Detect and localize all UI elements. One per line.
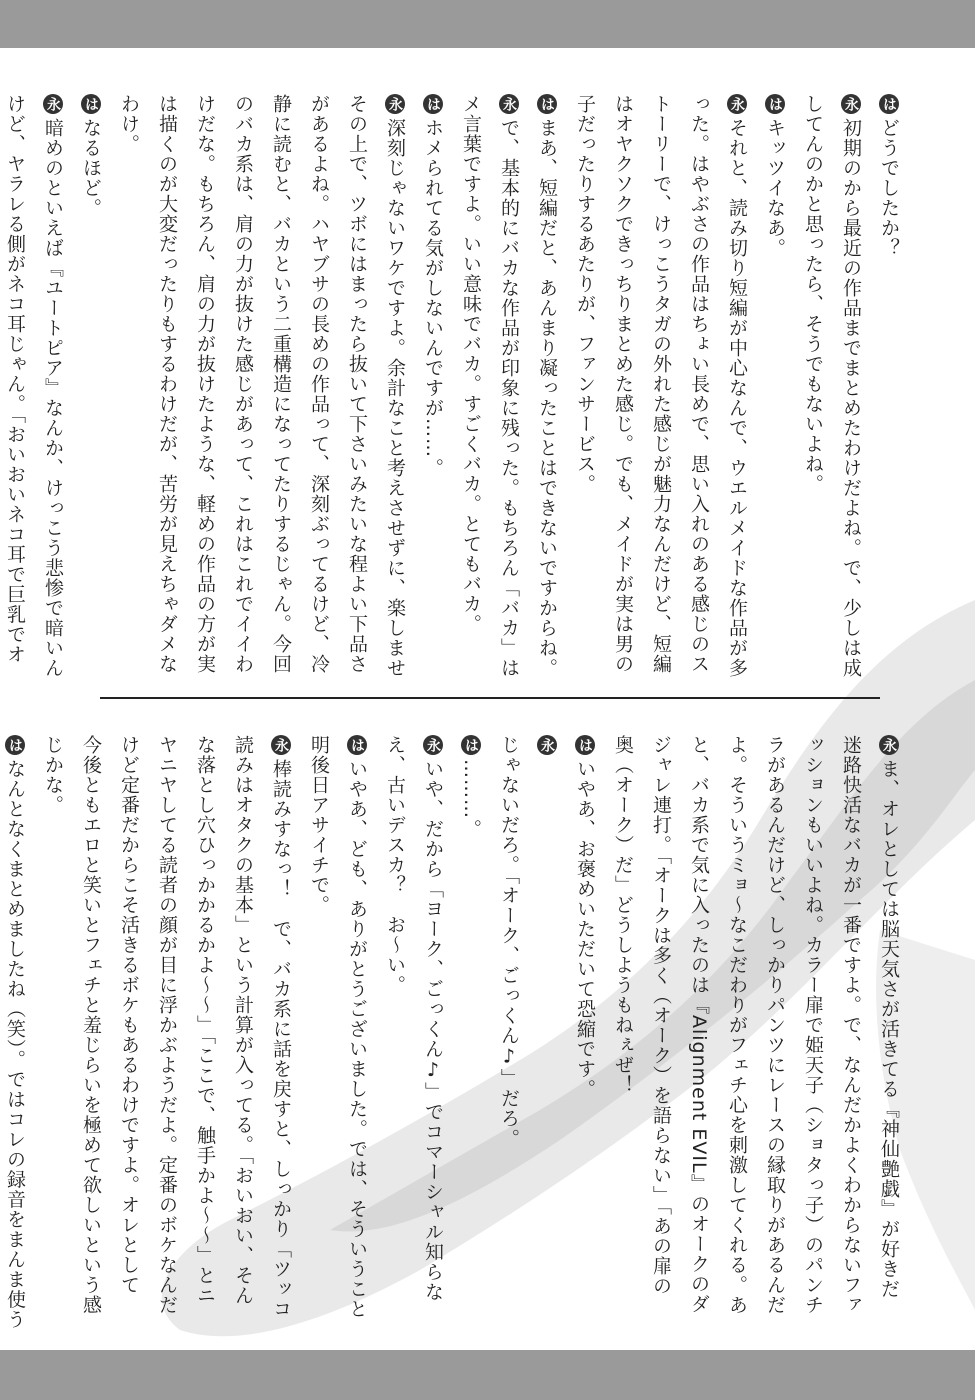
dialogue-line — [151, 94, 183, 679]
dialogue-text: なんとなくまとめましたね（笑）。ではコレの録音をまんま使う — [4, 759, 26, 1330]
speaker-mark: 永 — [841, 94, 861, 114]
dialogue-text: いやあ、お褒めいただいて恐縮です。 — [574, 759, 596, 1099]
dialogue-line — [721, 94, 753, 679]
dialogue-line — [797, 94, 829, 679]
dialogue-line — [113, 735, 145, 1330]
dialogue-text: 奥（オーク）だ」どうしようもねぇぜ！ — [612, 735, 634, 1095]
dialogue-text: 静に読むと、バカという二重構造になってたりするじゃん。今回 — [270, 94, 292, 674]
dialogue-text: ホメられてる気がしないんですが……。 — [422, 118, 444, 478]
dialogue-line — [303, 735, 335, 1330]
dialogue-text: 子だったりするあたりが、ファンサービス。 — [574, 94, 596, 494]
dialogue-line — [151, 735, 183, 1330]
dialogue-text: メ言葉ですよ。いい意味でバカ。すごくバカ。とてもバカ。 — [460, 94, 482, 634]
dialogue-line — [683, 94, 715, 679]
dialogue-text: なるほど。 — [80, 118, 102, 218]
speaker-mark: は — [765, 94, 785, 114]
dialogue-text: 棒読みすなっ！ で、バカ系に話を戻すと、しっかり「ツッコ — [270, 759, 292, 1319]
dialogue-line — [493, 735, 525, 1330]
dialogue-line — [0, 94, 31, 679]
dialogue-text: それと、読み切り短編が中心なんで、ウエルメイドな作品が多 — [726, 118, 748, 678]
speaker-mark: 永 — [537, 735, 557, 755]
dialogue-text: のバカ系は、肩の力が抜けた感じがあって、これはこれでイイわ — [232, 94, 254, 674]
dialogue-text: と、バカ系で気に入ったのは『Alignment EVIL』のオークのダ — [688, 735, 710, 1314]
speaker-mark: 永 — [271, 735, 291, 755]
dialogue-text: してんのかと思ったら、そうでもないよね。 — [802, 94, 824, 494]
dialogue-line — [607, 735, 639, 1330]
speaker-mark: は — [537, 94, 557, 114]
dialogue-text: ヤニヤしてる読者の顔が目に浮かぶようだよ。定番のボケなんだ — [156, 735, 178, 1315]
speaker-mark: は — [461, 735, 481, 755]
dialogue-text: で、基本的にバカな作品が印象に残った。もちろん「バカ」は — [498, 118, 520, 678]
dialogue-text: 深刻じゃないワケですよ。余計なこと考えさせずに、楽しませ — [384, 118, 406, 678]
dialogue-text: 今後ともエロと笑いとフェチと羞じらいを極めて欲しいという感 — [80, 735, 102, 1315]
bottom-dialogue-block — [0, 735, 905, 1330]
dialogue-line — [379, 735, 411, 1330]
top-dialogue-block — [0, 94, 905, 679]
dialogue-line — [873, 735, 905, 1330]
dialogue-text: 明後日アサイチで。 — [308, 735, 330, 915]
dialogue-text: ッションもいいよね。カラー扉で姫天子（ショタっ子）のパンチ — [802, 735, 824, 1315]
dialogue-line — [341, 735, 373, 1330]
dialogue-text: な落とし穴ひっかかるかよ〜〜」「ここで、触手かよ〜〜」とニ — [194, 735, 216, 1306]
dialogue-line — [645, 735, 677, 1330]
dialogue-text: ジャレ連打。「オークは多く（オーク）を語らない」「あの扉の — [650, 735, 672, 1296]
dialogue-text: 迷路快活なバカが一番ですよ。で、なんだかよくわからないファ — [840, 735, 862, 1315]
dialogue-line — [417, 735, 449, 1330]
speaker-mark: は — [347, 735, 367, 755]
dialogue-text: え、古いデスカ？ お〜い。 — [384, 735, 406, 995]
dialogue-line — [873, 94, 905, 679]
speaker-mark: 永 — [879, 735, 899, 755]
dialogue-line — [607, 94, 639, 679]
speaker-mark: は — [879, 94, 899, 114]
dialogue-text: 初期のから最近の作品までまとめたわけだよね。で、少しは成 — [840, 118, 862, 678]
speaker-mark: 永 — [727, 94, 747, 114]
dialogue-line — [569, 735, 601, 1330]
dialogue-text: ま、オレとしては脳天気さが活きてる『神仙艶戯』が好きだ — [878, 759, 900, 1299]
dialogue-line — [417, 94, 449, 679]
dialogue-line — [0, 735, 31, 1330]
speaker-mark: 永 — [499, 94, 519, 114]
dialogue-line — [531, 735, 563, 1330]
speaker-mark: 永 — [423, 735, 443, 755]
dialogue-line — [189, 94, 221, 679]
dialogue-line — [645, 94, 677, 679]
dialogue-text: いやあ、ども、ありがとうございました。では、そういうこと — [346, 759, 368, 1319]
dialogue-line — [113, 94, 145, 679]
dialogue-line — [303, 94, 335, 679]
dialogue-text: けど、ヤラレる側がネコ耳じゃん。「おいおいネコ耳で巨乳でオ — [4, 94, 26, 665]
dialogue-line — [683, 735, 715, 1330]
dialogue-line — [759, 735, 791, 1330]
speaker-mark: は — [5, 735, 25, 755]
dialogue-text: けど定番だからこそ活きるボケもあるわけですよ。オレとして — [118, 735, 140, 1295]
dialogue-text: トーリーで、けっこうタガの外れた感じが魅力なんだけど、短編 — [650, 94, 672, 674]
speaker-mark: 永 — [385, 94, 405, 114]
dialogue-text: があるよね。ハヤブサの長めの作品って、深刻ぶってるけど、冷 — [308, 94, 330, 674]
dialogue-text: いや、だから「ヨーク、ごっくん♪」でコマーシャル知らな — [422, 759, 444, 1302]
dialogue-line — [37, 735, 69, 1330]
dialogue-line — [493, 94, 525, 679]
dialogue-text: はオヤクソクできっちりまとめた感じ。でも、メイドが実は男の — [612, 94, 634, 674]
dialogue-line — [455, 94, 487, 679]
dialogue-text: ラがあるんだけど、しっかりパンツにレースの縁取りがあるんだ — [764, 735, 786, 1315]
dialogue-text: どうでしたか？ — [878, 118, 900, 258]
dialogue-line — [835, 735, 867, 1330]
dialogue-text: その上で、ツボにはまったら抜いて下さいみたいな程よい下品さ — [346, 94, 368, 674]
speaker-mark: は — [423, 94, 443, 114]
dialogue-text: った。はやぶさの作品はちょい長めで、思い入れのある感じのス — [688, 94, 710, 674]
dialogue-text: キッツイなあ。 — [764, 118, 786, 258]
dialogue-text: じゃないだろ。「オーク、ごっくん♪」だろ。 — [498, 735, 520, 1149]
section-divider — [100, 697, 880, 699]
dialogue-line — [265, 735, 297, 1330]
dialogue-line — [227, 735, 259, 1330]
dialogue-text: じかな。 — [42, 735, 64, 815]
dialogue-line — [227, 94, 259, 679]
dialogue-line — [721, 735, 753, 1330]
bottom-gray-band — [0, 1350, 975, 1400]
dialogue-text: よ。そういうミョ〜なこだわりがフェチ心を刺激してくれる。あ — [726, 735, 748, 1315]
dialogue-line — [455, 735, 487, 1330]
speaker-mark: は — [81, 94, 101, 114]
dialogue-line — [531, 94, 563, 679]
dialogue-text: 暗めのといえば『ユートピア』なんか、けっこう悲惨で暗いん — [42, 118, 64, 678]
dialogue-text: 読みはオタクの基本」という計算が入ってる。「おいおい、そん — [232, 735, 254, 1306]
dialogue-text: けだな。もちろん、肩の力が抜けたような、軽めの作品の方が実 — [194, 94, 216, 674]
speaker-mark: は — [575, 735, 595, 755]
dialogue-line — [265, 94, 297, 679]
dialogue-text: ………。 — [460, 759, 482, 839]
dialogue-line — [379, 94, 411, 679]
dialogue-line — [797, 735, 829, 1330]
dialogue-line — [759, 94, 791, 679]
dialogue-line — [75, 94, 107, 679]
dialogue-text: は描くのが大変だったりもするわけだが、苦労が見えちゃダメな — [156, 94, 178, 674]
dialogue-line — [569, 94, 601, 679]
dialogue-line — [835, 94, 867, 679]
speaker-mark: 永 — [43, 94, 63, 114]
dialogue-text: まあ、短編だと、あんまり凝ったことはできないですからね。 — [536, 118, 558, 678]
dialogue-text: わけ。 — [118, 94, 140, 154]
dialogue-line — [75, 735, 107, 1330]
dialogue-line — [37, 94, 69, 679]
dialogue-line — [341, 94, 373, 679]
dialogue-line — [189, 735, 221, 1330]
